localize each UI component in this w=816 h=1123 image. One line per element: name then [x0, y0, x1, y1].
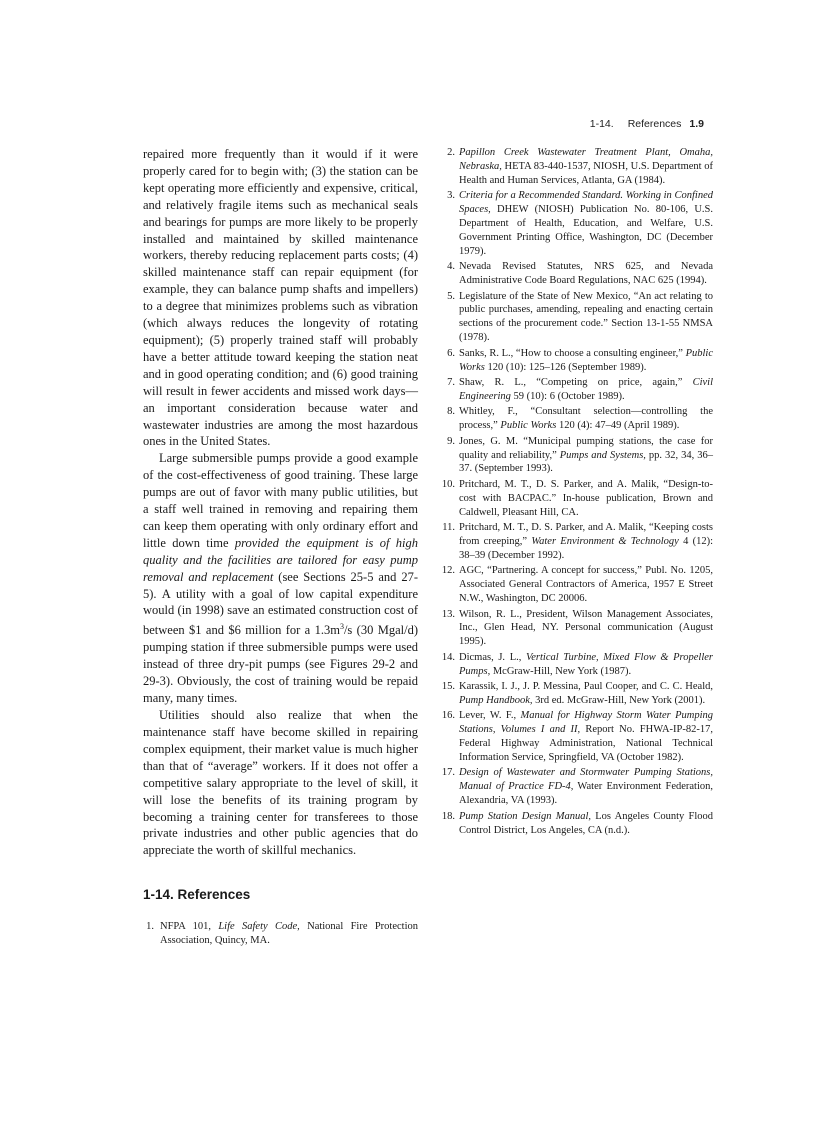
reference-item: 17. Design of Wastewater and Stormwater Pumping Stations, Manual of Practice FD-4, Water Environment Federation, Alexandria, VA (1993).: [441, 767, 714, 807]
page-number: 1.9: [689, 118, 704, 130]
reference-item: 8. Whitley, F., “Consultant selection—controlling the process,” Public Works 120 (4): 47–49 (April 1989).: [447, 406, 713, 432]
reference-list-left: [143, 920, 418, 948]
reference-item: 18. Pump Station Design Manual, Los Angeles County Flood Control District, Los Angeles, CA (n.d.).: [441, 810, 713, 836]
reference-item: 6. Sanks, R. L., “How to choose a consulting engineer,” Public Works 120 (10): 125–126 (September 1989).: [447, 347, 713, 373]
paragraph-2: Large submersible pumps provide a good example of the cost-effectiveness of good training. These large pumps are out of favor with many public utilities, but a staff well trained in removing and repairing them can keep them operating with only ordinary effort and little down time provided the equipment is of high quality and the facilities are tailored for easy pump removal and replacement (see Sections 25-5 and 27-5). A utility with a goal of low capital expenditure would (in 1998) save an estimated construction cost of between $1 and $6 million for a $1.3m^3/s$ (30 Mgal/d) pumping station if three submersible pumps were used instead of three dry-pit pumps (see Figures 29-2 and 29-3). Obviously, the cost of training would be repaid many, many times.: [143, 451, 418, 706]
reference-item: 13. Wilson, R. L., President, Wilson Management Associates, Inc., Glen Head, NY. Personal communication (August 1995).: [441, 608, 713, 648]
paragraph-1: repaired more frequently than it would if it were properly cared for to begin with; (3) the station can be kept operating more efficiently and expensive, critical, and relatively fragile items such as mechanical seals and bearings for pumps are more likely to be properly installed and maintained by skilled maintenance workers, thereby reducing replacement parts costs; (4) skilled maintenance staff can repair equipment (for example, they can balance pump shafts and impellers) to a degree that minimizes problems such as vibration (which always reduces the longevity of rotating equipment); (5) properly trained staff will probably have a better attitude toward keeping the station neat and in good operating condition; and (6) good training will result in fewer accidents and missed work days—an important consideration because water and wastewater industries are among the most hazardous ones in the United States.: [143, 147, 418, 449]
paragraph-3: Utilities should also realize that when the maintenance staff have become skilled in repairing complex equipment, their market value is much higher than that of “average” workers. If it does not offer a competitive salary appropriate to the level of skill, it will lose the benefits of its training program by becoming a training center for transferees to those private industries and other public agencies that do appreciate the worth of skillful mechanics.: [143, 708, 418, 858]
emphasis: provided the equipment is of high quality and the facilities are tailored for easy pump removal and replacement: [143, 535, 418, 584]
reference-item: 7. Shaw, R. L., “Competing on price, again,” Civil Engineering 59 (10): 6 (October 1989).: [447, 377, 713, 402]
reference-item: 3. Criteria for a Recommended Standard. Working in Confined Spaces, DHEW (NIOSH) Publication No. 80-106, U.S. Department of Health, Education, and Welfare, U.S. Government Printing Office, Washington, DC (December 1979).: [447, 190, 713, 257]
reference-item: 16. Lever, W. F., Manual for Highway Storm Water Pumping Stations, Volumes I and II, Report No. FHWA-IP-82-17, Federal Highway Administration, National Technical Information Service, Springfield, VA (October 1982).: [441, 710, 713, 764]
reference-item: 1. NFPA 101, Life Safety Code, National Fire Protection Association, Quincy, MA.: [146, 921, 418, 947]
reference-item: 2. Papillon Creek Wastewater Treatment Plant, Omaha, Nebraska, HETA 83-440-1537, NIOSH, U.S. Department of Health and Human Services, Atlanta, GA (1984).: [447, 147, 713, 186]
reference-item: 15. Karassik, I. J., J. P. Messina, Paul Cooper, and C. C. Heald, Pump Handbook, 3rd ed. McGraw-Hill, New York (2001).: [441, 681, 713, 706]
reference-item: 11. Pritchard, M. T., D. S. Parker, and A. Malik, “Keeping costs from creeping,” Water Environment & Technology 4 (12): 38–39 (December 1992).: [442, 522, 713, 561]
reference-item: 12. AGC, “Partnering. A concept for success,” Publ. No. 1205, Associated General Contractors of America, 1957 E Street N.W., Washington, DC 20006.: [441, 565, 713, 605]
right-column: [441, 146, 713, 839]
reference-item: 4. Nevada Revised Statutes, NRS 625, and Nevada Administrative Code Board Regulations, NAC 625 (1994).: [447, 261, 713, 287]
running-head-section: 1-14.: [589, 118, 614, 130]
reference-list-right: [441, 146, 713, 838]
reference-item: 9. Jones, G. M. “Municipal pumping stations, the case for quality and reliability,” Pumps and Systems, pp. 32, 34, 36–37. (September 1993).: [447, 435, 714, 475]
running-head-title: References: [627, 118, 682, 130]
running-head: [590, 118, 704, 130]
reference-item: 10. Pritchard, M. T., D. S. Parker, and A. Malik, “Design-to-cost with BACPAC.” In-house publication, Brown and Caldwell, Pleasant Hill, CA.: [441, 478, 713, 518]
section-heading-references: 1-14. References: [143, 887, 251, 903]
reference-item: 14. Dicmas, J. L., Vertical Turbine, Mixed Flow & Propeller Pumps, McGraw-Hill, New York (1987).: [441, 651, 713, 677]
left-column: [143, 146, 418, 950]
reference-item: 5. Legislature of the State of New Mexico, “An act relating to public purchases, amending, repealing and enacting certain sections of the procurement code.” Section 13-1-55 NMSA (1978).: [447, 290, 713, 344]
